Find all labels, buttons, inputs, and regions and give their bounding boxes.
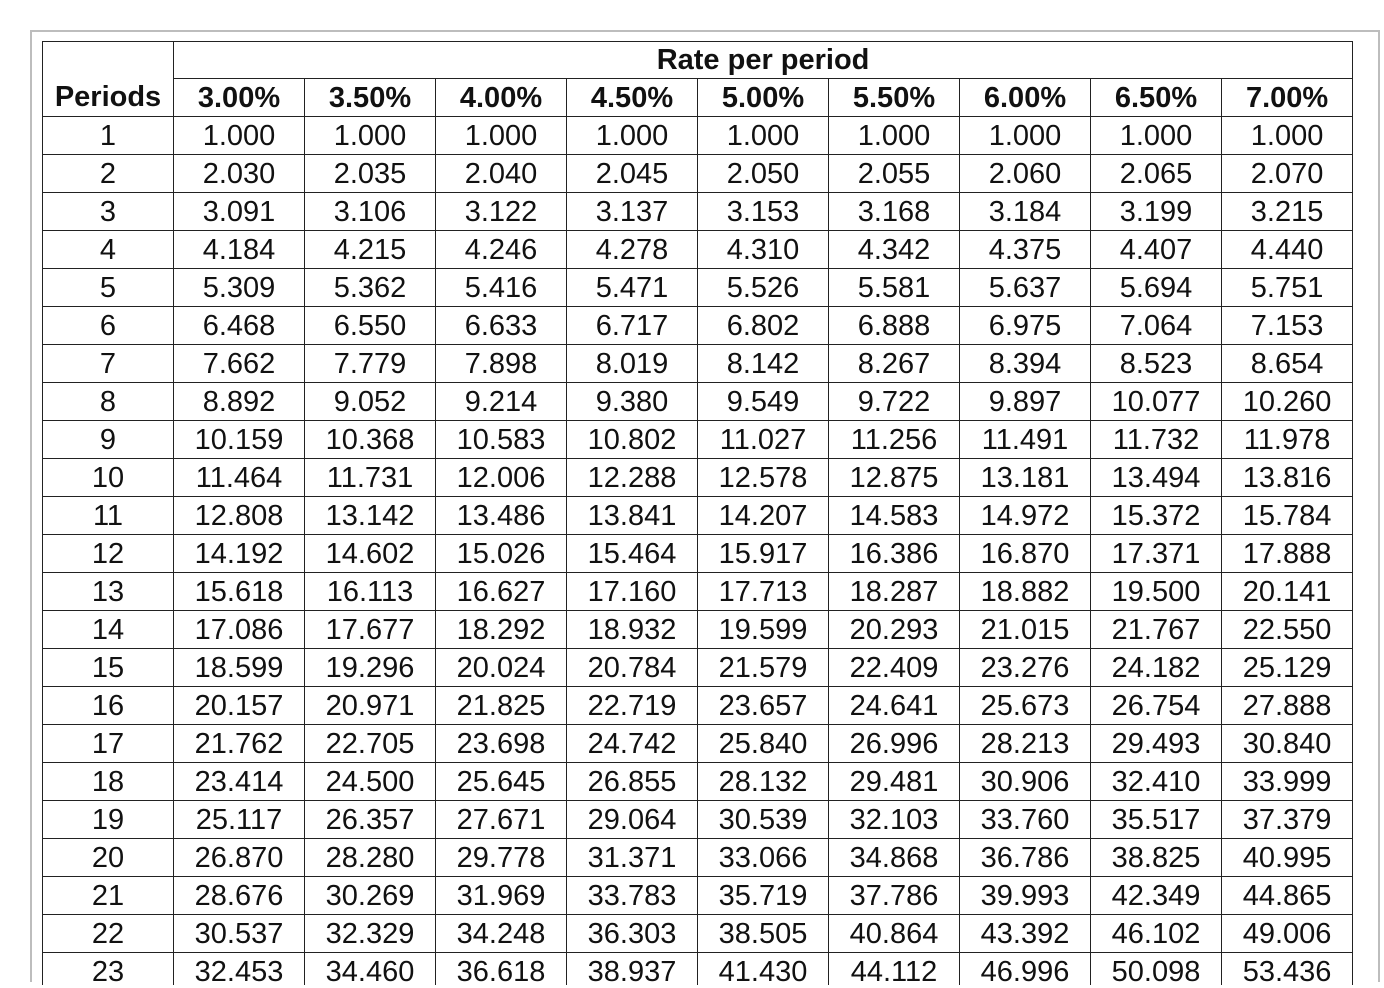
value-cell: 6.802	[698, 307, 829, 345]
table-row	[43, 839, 1353, 877]
value-cell: 14.972	[960, 497, 1091, 535]
table-row	[43, 231, 1353, 269]
value-cell: 12.578	[698, 459, 829, 497]
table-row	[43, 611, 1353, 649]
table-row	[43, 687, 1353, 725]
value-cell: 16.113	[305, 573, 436, 611]
value-cell: 17.086	[174, 611, 305, 649]
value-cell: 3.168	[829, 193, 960, 231]
table-row	[43, 953, 1353, 986]
value-cell: 20.141	[1222, 573, 1353, 611]
rate-header: 4.50%	[567, 79, 698, 117]
value-cell: 27.671	[436, 801, 567, 839]
value-cell: 22.705	[305, 725, 436, 763]
value-cell: 25.673	[960, 687, 1091, 725]
value-cell: 21.579	[698, 649, 829, 687]
value-cell: 24.500	[305, 763, 436, 801]
value-cell: 15.464	[567, 535, 698, 573]
table-row	[43, 877, 1353, 915]
value-cell: 2.040	[436, 155, 567, 193]
value-cell: 2.030	[174, 155, 305, 193]
value-cell: 10.368	[305, 421, 436, 459]
value-cell: 11.256	[829, 421, 960, 459]
table-row	[43, 915, 1353, 953]
value-cell: 18.292	[436, 611, 567, 649]
value-cell: 25.117	[174, 801, 305, 839]
value-cell: 30.539	[698, 801, 829, 839]
value-cell: 8.019	[567, 345, 698, 383]
value-cell: 33.999	[1222, 763, 1353, 801]
value-cell: 6.888	[829, 307, 960, 345]
value-cell: 46.996	[960, 953, 1091, 986]
value-cell: 46.102	[1091, 915, 1222, 953]
value-cell: 30.906	[960, 763, 1091, 801]
value-cell: 14.602	[305, 535, 436, 573]
period-cell: 9	[43, 421, 174, 459]
value-cell: 23.657	[698, 687, 829, 725]
value-cell: 36.303	[567, 915, 698, 953]
value-cell: 23.276	[960, 649, 1091, 687]
corner-cell	[43, 42, 174, 79]
value-cell: 40.864	[829, 915, 960, 953]
value-cell: 15.372	[1091, 497, 1222, 535]
value-cell: 4.407	[1091, 231, 1222, 269]
value-cell: 1.000	[436, 117, 567, 155]
value-cell: 20.784	[567, 649, 698, 687]
value-cell: 20.293	[829, 611, 960, 649]
value-cell: 35.719	[698, 877, 829, 915]
period-cell: 21	[43, 877, 174, 915]
table-row	[43, 535, 1353, 573]
value-cell: 7.153	[1222, 307, 1353, 345]
rate-header: 4.00%	[436, 79, 567, 117]
value-cell: 5.694	[1091, 269, 1222, 307]
value-cell: 50.098	[1091, 953, 1222, 986]
period-cell: 22	[43, 915, 174, 953]
value-cell: 43.392	[960, 915, 1091, 953]
period-cell: 4	[43, 231, 174, 269]
value-cell: 3.199	[1091, 193, 1222, 231]
value-cell: 16.627	[436, 573, 567, 611]
value-cell: 1.000	[174, 117, 305, 155]
value-cell: 1.000	[829, 117, 960, 155]
value-cell: 3.215	[1222, 193, 1353, 231]
value-cell: 13.494	[1091, 459, 1222, 497]
value-cell: 30.537	[174, 915, 305, 953]
value-cell: 13.181	[960, 459, 1091, 497]
value-cell: 25.645	[436, 763, 567, 801]
period-cell: 23	[43, 953, 174, 986]
value-cell: 6.717	[567, 307, 698, 345]
value-cell: 26.996	[829, 725, 960, 763]
rate-header: 7.00%	[1222, 79, 1353, 117]
value-cell: 32.329	[305, 915, 436, 953]
title-row	[43, 42, 1353, 79]
value-cell: 34.460	[305, 953, 436, 986]
value-cell: 2.060	[960, 155, 1091, 193]
value-cell: 13.816	[1222, 459, 1353, 497]
value-cell: 36.786	[960, 839, 1091, 877]
value-cell: 7.662	[174, 345, 305, 383]
value-cell: 3.184	[960, 193, 1091, 231]
value-cell: 34.868	[829, 839, 960, 877]
value-cell: 4.310	[698, 231, 829, 269]
value-cell: 5.751	[1222, 269, 1353, 307]
value-cell: 19.500	[1091, 573, 1222, 611]
value-cell: 41.430	[698, 953, 829, 986]
value-cell: 12.006	[436, 459, 567, 497]
value-cell: 28.213	[960, 725, 1091, 763]
period-cell: 16	[43, 687, 174, 725]
value-cell: 3.153	[698, 193, 829, 231]
value-cell: 22.719	[567, 687, 698, 725]
value-cell: 27.888	[1222, 687, 1353, 725]
value-cell: 4.375	[960, 231, 1091, 269]
value-cell: 33.760	[960, 801, 1091, 839]
rate-header: 6.50%	[1091, 79, 1222, 117]
value-cell: 33.783	[567, 877, 698, 915]
value-cell: 28.132	[698, 763, 829, 801]
value-cell: 28.676	[174, 877, 305, 915]
value-cell: 1.000	[305, 117, 436, 155]
value-cell: 15.917	[698, 535, 829, 573]
value-cell: 33.066	[698, 839, 829, 877]
value-cell: 31.371	[567, 839, 698, 877]
table-row	[43, 725, 1353, 763]
table-row	[43, 801, 1353, 839]
value-cell: 10.260	[1222, 383, 1353, 421]
table-row	[43, 497, 1353, 535]
value-cell: 10.159	[174, 421, 305, 459]
value-cell: 1.000	[698, 117, 829, 155]
value-cell: 25.840	[698, 725, 829, 763]
value-cell: 18.287	[829, 573, 960, 611]
value-cell: 11.978	[1222, 421, 1353, 459]
value-cell: 5.581	[829, 269, 960, 307]
value-cell: 3.091	[174, 193, 305, 231]
value-cell: 11.732	[1091, 421, 1222, 459]
value-cell: 7.779	[305, 345, 436, 383]
value-cell: 20.971	[305, 687, 436, 725]
rate-header: 6.00%	[960, 79, 1091, 117]
value-cell: 5.309	[174, 269, 305, 307]
value-cell: 1.000	[567, 117, 698, 155]
value-cell: 44.865	[1222, 877, 1353, 915]
period-cell: 15	[43, 649, 174, 687]
header-row	[43, 79, 1353, 117]
value-cell: 34.248	[436, 915, 567, 953]
value-cell: 29.778	[436, 839, 567, 877]
value-cell: 1.000	[1091, 117, 1222, 155]
value-cell: 21.767	[1091, 611, 1222, 649]
value-cell: 9.380	[567, 383, 698, 421]
value-cell: 24.742	[567, 725, 698, 763]
period-cell: 7	[43, 345, 174, 383]
value-cell: 40.995	[1222, 839, 1353, 877]
value-cell: 12.288	[567, 459, 698, 497]
value-cell: 11.491	[960, 421, 1091, 459]
value-cell: 26.357	[305, 801, 436, 839]
value-cell: 5.471	[567, 269, 698, 307]
value-cell: 32.453	[174, 953, 305, 986]
value-cell: 2.035	[305, 155, 436, 193]
value-cell: 11.464	[174, 459, 305, 497]
value-cell: 21.762	[174, 725, 305, 763]
value-cell: 21.015	[960, 611, 1091, 649]
value-cell: 9.897	[960, 383, 1091, 421]
value-cell: 49.006	[1222, 915, 1353, 953]
value-cell: 6.468	[174, 307, 305, 345]
value-cell: 4.215	[305, 231, 436, 269]
value-cell: 16.870	[960, 535, 1091, 573]
table-row	[43, 573, 1353, 611]
period-cell: 19	[43, 801, 174, 839]
value-cell: 8.142	[698, 345, 829, 383]
value-cell: 3.122	[436, 193, 567, 231]
value-cell: 4.246	[436, 231, 567, 269]
rate-header: 5.00%	[698, 79, 829, 117]
period-cell: 6	[43, 307, 174, 345]
value-cell: 12.875	[829, 459, 960, 497]
value-cell: 26.870	[174, 839, 305, 877]
value-cell: 13.486	[436, 497, 567, 535]
value-cell: 24.641	[829, 687, 960, 725]
value-cell: 26.855	[567, 763, 698, 801]
value-cell: 19.296	[305, 649, 436, 687]
value-cell: 18.932	[567, 611, 698, 649]
table-row	[43, 421, 1353, 459]
value-cell: 38.937	[567, 953, 698, 986]
table-title: Rate per period	[174, 42, 1353, 79]
value-cell: 21.825	[436, 687, 567, 725]
value-cell: 1.000	[1222, 117, 1353, 155]
value-cell: 4.440	[1222, 231, 1353, 269]
value-cell: 32.410	[1091, 763, 1222, 801]
period-cell: 13	[43, 573, 174, 611]
value-cell: 23.414	[174, 763, 305, 801]
value-cell: 22.550	[1222, 611, 1353, 649]
value-cell: 37.786	[829, 877, 960, 915]
value-cell: 12.808	[174, 497, 305, 535]
rate-table-container	[42, 41, 1354, 985]
value-cell: 14.192	[174, 535, 305, 573]
value-cell: 14.583	[829, 497, 960, 535]
value-cell: 15.784	[1222, 497, 1353, 535]
value-cell: 15.618	[174, 573, 305, 611]
value-cell: 24.182	[1091, 649, 1222, 687]
value-cell: 14.207	[698, 497, 829, 535]
value-cell: 37.379	[1222, 801, 1353, 839]
period-cell: 17	[43, 725, 174, 763]
value-cell: 2.050	[698, 155, 829, 193]
value-cell: 10.802	[567, 421, 698, 459]
rate-header: 5.50%	[829, 79, 960, 117]
value-cell: 17.713	[698, 573, 829, 611]
value-cell: 4.184	[174, 231, 305, 269]
value-cell: 7.064	[1091, 307, 1222, 345]
value-cell: 17.160	[567, 573, 698, 611]
table-row	[43, 459, 1353, 497]
value-cell: 6.975	[960, 307, 1091, 345]
value-cell: 18.882	[960, 573, 1091, 611]
period-cell: 11	[43, 497, 174, 535]
value-cell: 16.386	[829, 535, 960, 573]
value-cell: 9.214	[436, 383, 567, 421]
value-cell: 35.517	[1091, 801, 1222, 839]
value-cell: 42.349	[1091, 877, 1222, 915]
value-cell: 2.045	[567, 155, 698, 193]
value-cell: 8.654	[1222, 345, 1353, 383]
period-cell: 14	[43, 611, 174, 649]
value-cell: 18.599	[174, 649, 305, 687]
value-cell: 44.112	[829, 953, 960, 986]
value-cell: 11.027	[698, 421, 829, 459]
table-row	[43, 649, 1353, 687]
value-cell: 22.409	[829, 649, 960, 687]
period-cell: 3	[43, 193, 174, 231]
value-cell: 8.892	[174, 383, 305, 421]
value-cell: 13.142	[305, 497, 436, 535]
value-cell: 39.993	[960, 877, 1091, 915]
value-cell: 8.267	[829, 345, 960, 383]
rate-header: 3.00%	[174, 79, 305, 117]
period-cell: 10	[43, 459, 174, 497]
table-row	[43, 307, 1353, 345]
value-cell: 53.436	[1222, 953, 1353, 986]
table-row	[43, 193, 1353, 231]
value-cell: 2.070	[1222, 155, 1353, 193]
value-cell: 10.583	[436, 421, 567, 459]
value-cell: 23.698	[436, 725, 567, 763]
value-cell: 11.731	[305, 459, 436, 497]
period-cell: 8	[43, 383, 174, 421]
value-cell: 17.677	[305, 611, 436, 649]
value-cell: 30.269	[305, 877, 436, 915]
period-cell: 18	[43, 763, 174, 801]
value-cell: 4.278	[567, 231, 698, 269]
value-cell: 8.523	[1091, 345, 1222, 383]
value-cell: 28.280	[305, 839, 436, 877]
value-cell: 15.026	[436, 535, 567, 573]
period-cell: 12	[43, 535, 174, 573]
value-cell: 20.157	[174, 687, 305, 725]
value-cell: 38.825	[1091, 839, 1222, 877]
period-cell: 1	[43, 117, 174, 155]
value-cell: 29.064	[567, 801, 698, 839]
value-cell: 6.633	[436, 307, 567, 345]
value-cell: 25.129	[1222, 649, 1353, 687]
value-cell: 10.077	[1091, 383, 1222, 421]
value-cell: 3.106	[305, 193, 436, 231]
value-cell: 29.481	[829, 763, 960, 801]
value-cell: 9.052	[305, 383, 436, 421]
value-cell: 17.371	[1091, 535, 1222, 573]
table-row	[43, 345, 1353, 383]
value-cell: 5.637	[960, 269, 1091, 307]
value-cell: 36.618	[436, 953, 567, 986]
period-cell: 20	[43, 839, 174, 877]
value-cell: 19.599	[698, 611, 829, 649]
table-row	[43, 155, 1353, 193]
value-cell: 29.493	[1091, 725, 1222, 763]
value-cell: 2.055	[829, 155, 960, 193]
value-cell: 2.065	[1091, 155, 1222, 193]
table-row	[43, 383, 1353, 421]
rate-table	[42, 41, 1353, 985]
value-cell: 20.024	[436, 649, 567, 687]
table-row	[43, 269, 1353, 307]
table-row	[43, 117, 1353, 155]
rate-header: 3.50%	[305, 79, 436, 117]
value-cell: 38.505	[698, 915, 829, 953]
value-cell: 32.103	[829, 801, 960, 839]
value-cell: 9.549	[698, 383, 829, 421]
value-cell: 4.342	[829, 231, 960, 269]
value-cell: 5.362	[305, 269, 436, 307]
value-cell: 5.416	[436, 269, 567, 307]
value-cell: 1.000	[960, 117, 1091, 155]
value-cell: 3.137	[567, 193, 698, 231]
period-cell: 2	[43, 155, 174, 193]
period-cell: 5	[43, 269, 174, 307]
value-cell: 31.969	[436, 877, 567, 915]
value-cell: 8.394	[960, 345, 1091, 383]
table-row	[43, 763, 1353, 801]
value-cell: 26.754	[1091, 687, 1222, 725]
value-cell: 17.888	[1222, 535, 1353, 573]
value-cell: 5.526	[698, 269, 829, 307]
value-cell: 7.898	[436, 345, 567, 383]
periods-header: Periods	[43, 79, 174, 117]
value-cell: 6.550	[305, 307, 436, 345]
value-cell: 9.722	[829, 383, 960, 421]
table-body	[43, 117, 1353, 986]
value-cell: 30.840	[1222, 725, 1353, 763]
value-cell: 13.841	[567, 497, 698, 535]
